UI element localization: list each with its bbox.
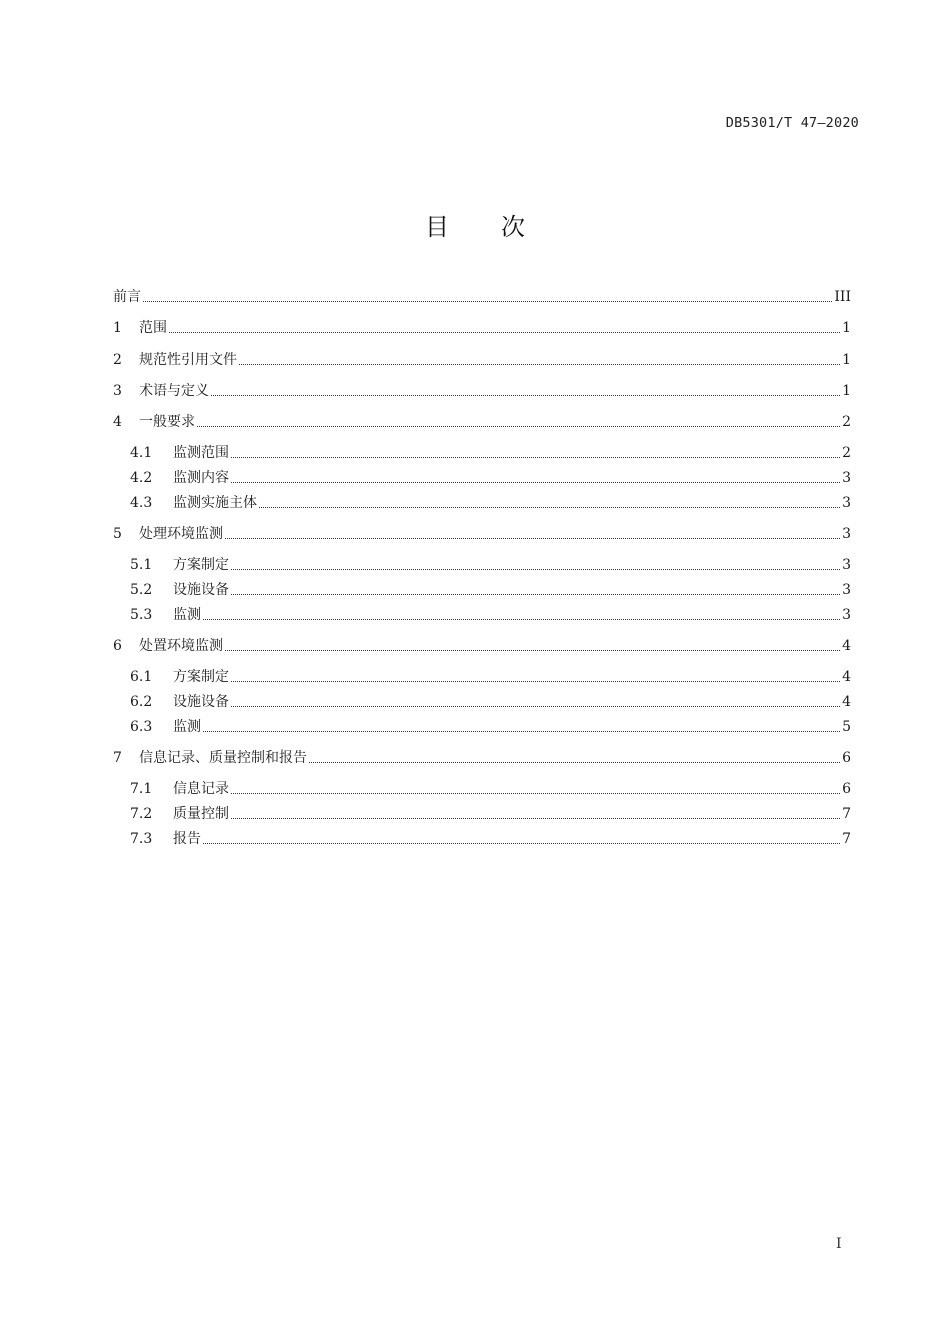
toc-leader-dots [197,425,840,427]
toc-entry-label: 信息记录 [173,781,229,797]
toc-entry-number: 6.1 [130,669,153,685]
toc-leader-dots [231,593,840,595]
toc-entry-number: 1 [113,320,122,336]
toc-entry-7-2[interactable] [113,804,851,824]
toc-entry-page: 4 [842,669,851,685]
toc-entry-label: 设施设备 [173,694,229,710]
toc-entry-5[interactable] [113,524,851,544]
toc-entry-number: 7.2 [130,806,153,822]
toc-entry-label: 方案制定 [173,557,229,573]
toc-entry-page: 4 [842,694,851,710]
toc-entry-label: 监测内容 [173,470,229,486]
toc-leader-dots [231,568,840,570]
toc-entry-number: 2 [113,352,122,368]
toc-entry-page: 2 [842,445,851,461]
toc-entry-5-2[interactable] [113,580,851,600]
toc-entry-number: 7.3 [130,831,153,847]
toc-entry-page: 3 [842,495,851,511]
toc-leader-dots [203,730,840,732]
toc-entry-6[interactable] [113,636,851,656]
toc-leader-dots [231,680,840,682]
toc-entry-number: 6.2 [130,694,153,710]
toc-entry-label: 监测实施主体 [173,495,257,511]
toc-entry-number: 4.3 [130,495,153,511]
toc-leader-dots [231,817,840,819]
toc-entry-1[interactable] [113,318,851,338]
toc-entry-label: 处置环境监测 [139,638,223,654]
toc-entry-page: 6 [842,750,851,766]
toc-entry-number: 5.1 [130,557,153,573]
toc-entry-number: 6 [113,638,122,654]
toc-entry-foreword[interactable] [113,287,851,307]
document-code: DB5301/T 47—2020 [725,115,859,131]
toc-entry-label: 方案制定 [173,669,229,685]
toc-leader-dots [143,300,832,302]
toc-entry-label: 监测范围 [173,445,229,461]
toc-leader-dots [231,792,840,794]
toc-entry-page: 3 [842,526,851,542]
toc-entry-page: 3 [842,582,851,598]
toc-entry-label: 术语与定义 [139,383,209,399]
toc-leader-dots [231,481,840,483]
toc-entry-number: 7.1 [130,781,153,797]
toc-entry-number: 5.2 [130,582,153,598]
toc-entry-6-2[interactable] [113,692,851,712]
toc-entry-page: 7 [842,831,851,847]
toc-entry-page: III [834,289,851,305]
toc-leader-dots [239,363,840,365]
toc-entry-4-1[interactable] [113,443,851,463]
toc-entry-page: 6 [842,781,851,797]
toc-entry-page: 2 [842,414,851,430]
toc-entry-page: 5 [842,719,851,735]
toc-leader-dots [203,842,840,844]
toc-entry-number: 3 [113,383,122,399]
toc-entry-label: 监测 [173,719,201,735]
toc-entry-number: 4.2 [130,470,153,486]
toc-entry-4[interactable] [113,412,851,432]
toc-entry-number: 6.3 [130,719,153,735]
toc-entry-page: 4 [842,638,851,654]
toc-title-char-1: 目 [425,213,449,241]
toc-entry-5-1[interactable] [113,555,851,575]
toc-entry-number: 4 [113,414,122,430]
toc-leader-dots [231,456,840,458]
toc-entry-page: 7 [842,806,851,822]
toc-entry-label: 报告 [173,831,201,847]
toc-entry-number: 4.1 [130,445,153,461]
toc-entry-label: 一般要求 [139,414,195,430]
toc-entry-page: 3 [842,470,851,486]
toc-leader-dots [203,618,840,620]
toc-entry-3[interactable] [113,381,851,401]
toc-leader-dots [225,649,840,651]
toc-entry-page: 1 [842,352,851,368]
toc-leader-dots [225,537,840,539]
toc-leader-dots [211,394,840,396]
toc-entry-page: 1 [842,320,851,336]
toc-entry-7[interactable] [113,748,851,768]
toc-leader-dots [259,506,840,508]
toc-entry-label: 范围 [139,320,167,336]
toc-entry-label: 质量控制 [173,806,229,822]
toc-leader-dots [169,331,840,333]
toc-entry-7-3[interactable] [113,829,851,849]
toc-entry-label: 信息记录、质量控制和报告 [139,750,307,766]
toc-entry-5-3[interactable] [113,605,851,625]
toc-entry-page: 3 [842,607,851,623]
toc-entry-page: 1 [842,383,851,399]
toc-entry-page: 3 [842,557,851,573]
toc-entry-4-3[interactable] [113,493,851,513]
toc-entry-6-1[interactable] [113,667,851,687]
toc-entry-label: 监测 [173,607,201,623]
toc-entry-number: 5 [113,526,122,542]
toc-entry-label: 设施设备 [173,582,229,598]
toc-title-char-2: 次 [501,213,525,241]
toc-entry-label: 规范性引用文件 [139,352,237,368]
toc-entry-4-2[interactable] [113,468,851,488]
toc-entry-number: 5.3 [130,607,153,623]
page-number: I [836,1236,842,1252]
toc-leader-dots [309,761,840,763]
toc-entry-label: 处理环境监测 [139,526,223,542]
toc-entry-label: 前言 [113,289,141,305]
toc-entry-2[interactable] [113,350,851,370]
toc-title [0,207,950,242]
toc-leader-dots [231,705,840,707]
toc-entry-number: 7 [113,750,122,766]
toc-entry-6-3[interactable] [113,717,851,737]
toc-entry-7-1[interactable] [113,779,851,799]
